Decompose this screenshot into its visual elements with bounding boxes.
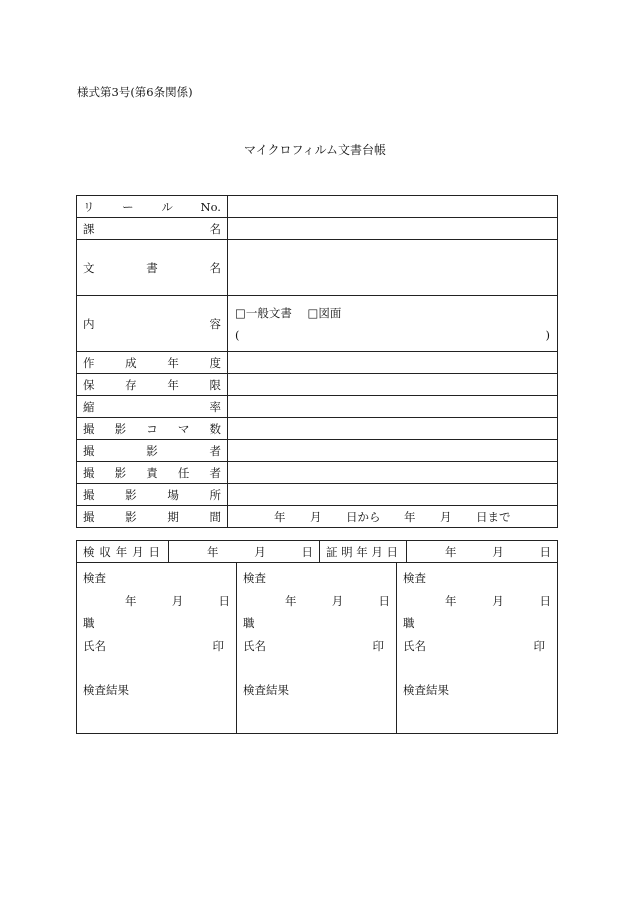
inspection-table — [76, 563, 558, 734]
checkbox-drawing[interactable]: □図面 — [307, 305, 342, 320]
value-inspection-date[interactable]: 年 月 日 — [169, 541, 320, 563]
value-frames[interactable] — [228, 418, 558, 440]
seal-mark: 印 — [533, 638, 545, 653]
position-label: 職 — [403, 616, 415, 630]
form-number-label: 様式第3号(第6条関係) — [77, 85, 193, 99]
checkbox-general-document[interactable]: □一般文書 — [235, 305, 292, 320]
inspection-block-1[interactable]: 検査 年 月 日 職 氏名 印 検査結果 — [77, 563, 237, 734]
inspection-block-3[interactable]: 検査 年 月 日 職 氏名 印 検査結果 — [397, 563, 558, 734]
row-reel-no — [77, 196, 558, 218]
result-label: 検査結果 — [83, 683, 129, 697]
value-place[interactable] — [228, 484, 558, 506]
label-frames: 撮 影 コ マ 数 — [77, 418, 228, 440]
value-period[interactable]: 年 月 日から 年 月 日まで — [228, 506, 558, 528]
name-label: 氏名 — [243, 638, 266, 653]
value-ratio[interactable] — [228, 396, 558, 418]
value-content — [228, 296, 558, 352]
label-certification-date: 証 明 年 月 日 — [320, 541, 407, 563]
label-inspection-date: 検 収 年 月 日 — [77, 541, 169, 563]
position-label: 職 — [83, 616, 95, 630]
label-year-created: 作 成 年 度 — [77, 352, 228, 374]
paren-close: ) — [545, 327, 550, 342]
value-year-created[interactable] — [228, 352, 558, 374]
name-label: 氏名 — [83, 638, 106, 653]
row-ratio — [77, 396, 558, 418]
ledger-table — [76, 195, 558, 528]
value-photographer[interactable] — [228, 440, 558, 462]
value-certification-date[interactable]: 年 月 日 — [407, 541, 558, 563]
name-label: 氏名 — [403, 638, 426, 653]
row-section — [77, 218, 558, 240]
label-content: 内 容 — [77, 296, 228, 352]
label-photographer: 撮 影 者 — [77, 440, 228, 462]
row-photographer — [77, 440, 558, 462]
label-section: 課 名 — [77, 218, 228, 240]
result-label: 検査結果 — [403, 683, 449, 697]
row-year-created — [77, 352, 558, 374]
value-section[interactable] — [228, 218, 558, 240]
value-reel-no[interactable] — [228, 196, 558, 218]
inspection-label: 検査 — [403, 571, 426, 585]
row-retention — [77, 374, 558, 396]
inspection-label: 検査 — [83, 571, 106, 585]
row-content — [77, 296, 558, 352]
value-retention[interactable] — [228, 374, 558, 396]
seal-mark: 印 — [372, 638, 384, 653]
label-document-name: 文 書 名 — [77, 240, 228, 296]
value-document-name[interactable] — [228, 240, 558, 296]
label-place: 撮 影 場 所 — [77, 484, 228, 506]
label-responsible: 撮 影 責 任 者 — [77, 462, 228, 484]
paren-open: ( — [235, 327, 240, 342]
document-title: マイクロフィルム文書台帳 — [243, 143, 387, 157]
date-row-table — [76, 540, 558, 563]
label-reel-no: リ ー ル No. — [77, 196, 228, 218]
row-dates — [77, 541, 558, 563]
row-period — [77, 506, 558, 528]
row-frames — [77, 418, 558, 440]
result-label: 検査結果 — [243, 683, 289, 697]
label-retention: 保 存 年 限 — [77, 374, 228, 396]
label-period: 撮 影 期 間 — [77, 506, 228, 528]
inspection-label: 検査 — [243, 571, 266, 585]
row-place — [77, 484, 558, 506]
row-responsible — [77, 462, 558, 484]
position-label: 職 — [243, 616, 255, 630]
inspection-block-2[interactable]: 検査 年 月 日 職 氏名 印 検査結果 — [237, 563, 397, 734]
seal-mark: 印 — [212, 638, 224, 653]
row-document-name — [77, 240, 558, 296]
value-responsible[interactable] — [228, 462, 558, 484]
label-ratio: 縮 率 — [77, 396, 228, 418]
